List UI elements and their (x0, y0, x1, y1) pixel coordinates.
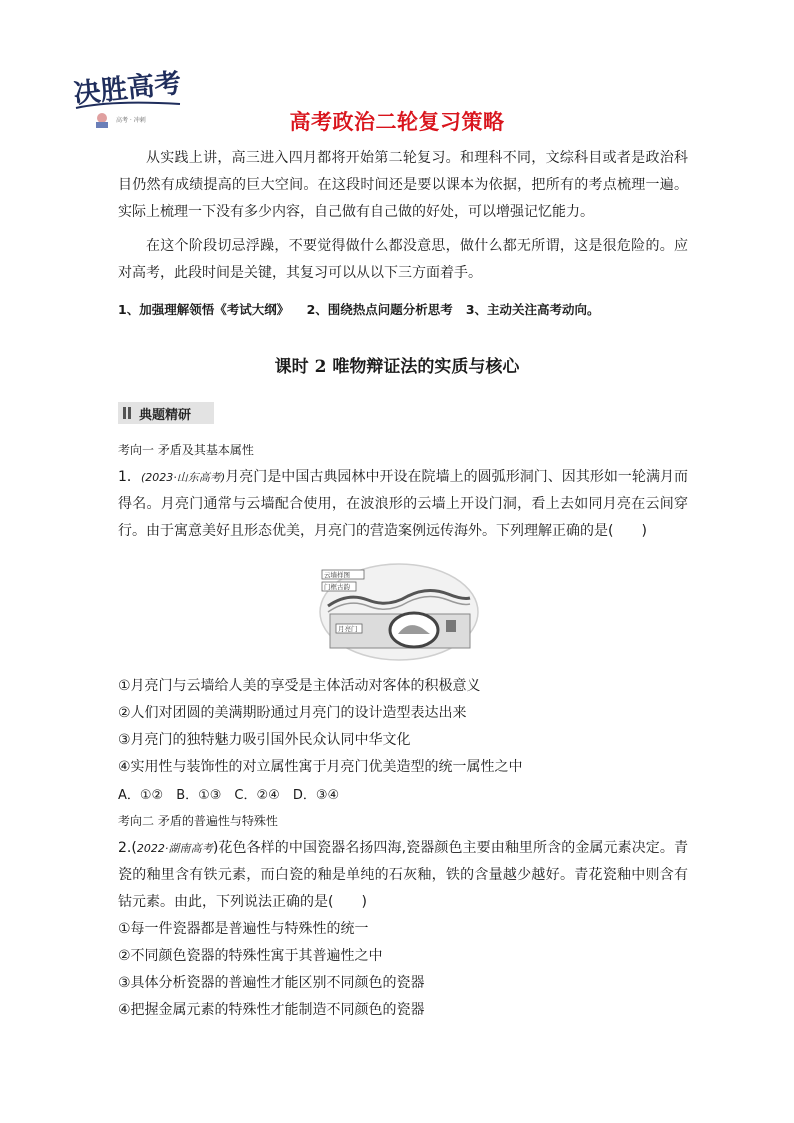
page-title: 高考政治二轮复习策略 (289, 110, 505, 134)
question-1-stem (118, 464, 688, 545)
question-2-source: 2022·湖南高考 (136, 842, 213, 855)
figure-label-2: 门框古韵 (324, 583, 350, 591)
bars-icon (123, 407, 134, 419)
figure-label-1: 云墙样图 (324, 571, 350, 579)
question-2-option-1: ①每一件瓷器都是普遍性与特殊性的统一 (118, 921, 369, 937)
intro-paragraph-1: 从实践上讲，高三进入四月都将开始第二轮复习。和理科不同，文综科目或者是政治科目仍然有成绩提高的巨大空间。在这段时间还是要以课本为依据，把所有的考点梳理一遍。实际上梳理一下没有多少内容，自己做有自己做的好处，可以增强记忆能力。 (118, 150, 688, 220)
section-label: 典题精研 (139, 407, 192, 423)
strategy-list: 1、加强理解领悟《考试大纲》 2、围绕热点问题分析思考 3、主动关注高考动向。 (118, 302, 600, 317)
question-2-option-2: ②不同颜色瓷器的特殊性寓于其普遍性之中 (118, 948, 383, 964)
question-1-text: 月亮门是中国古典园林中开设在院墙上的圆弧形洞门、因其形如一轮满月而得名。月亮门通常与云墙配合使用，在波浪形的云墙上开设门洞，看上去如同月亮在云间穿行。由于寓意美好且形态优美，月亮门的营造案例远传海外。下列理解正确的是( ) (118, 469, 688, 539)
question-1-option-3: ③月亮门的独特魅力吸引国外民众认同中华文化 (118, 732, 411, 748)
question-1-number: 1． (118, 469, 141, 485)
question-2-option-4: ④把握金属元素的特殊性才能制造不同颜色的瓷器 (118, 1002, 425, 1018)
question-1-source: (2023·山东高考) (140, 471, 226, 484)
question-1-option-2: ②人们对团圆的美满期盼通过月亮门的设计造型表达出来 (118, 705, 467, 721)
logo-subtext: 高考 · 冲刺 (116, 117, 146, 124)
question-1-option-4: ④实用性与装饰性的对立属性寓于月亮门优美造型的统一属性之中 (118, 759, 523, 775)
intro-paragraph-2: 在这个阶段切忌浮躁，不要觉得做什么都没意思，做什么都无所谓，这是很危险的。应对高考，此段时间是关键，其复习可以从以下三方面着手。 (118, 238, 688, 281)
question-2-stem (118, 835, 688, 916)
question-2-number: 2.( (118, 840, 137, 856)
logo-text: 决胜高考 (72, 67, 183, 110)
lesson-title: 课时 2 唯物辩证法的实质与核心 (274, 357, 520, 377)
question-2-text: )花色各样的中国瓷器名扬四海,瓷器颜色主要由釉里所含的金属元素决定。青瓷的釉里含有铁元素，而白瓷的釉是单纯的石灰釉，铁的含量越少越好。青花瓷釉中则含有钴元素。由此，下列说法正确的是( ) (118, 840, 688, 910)
topic-heading-1: 考向一 矛盾及其基本属性 (118, 443, 254, 457)
section-tag (118, 402, 214, 424)
moon-gate-figure (318, 562, 480, 662)
question-1-option-1: ①月亮门与云墙给人美的享受是主体活动对客体的积极意义 (118, 678, 481, 694)
topic-heading-2: 考向二 矛盾的普遍性与特殊性 (118, 814, 278, 828)
question-1-choices: A．①② B．①③ C．②④ D．③④ (118, 788, 340, 803)
figure-label-3: 月亮门 (338, 625, 358, 633)
question-2-option-3: ③具体分析瓷器的普遍性才能区别不同颜色的瓷器 (118, 975, 425, 991)
